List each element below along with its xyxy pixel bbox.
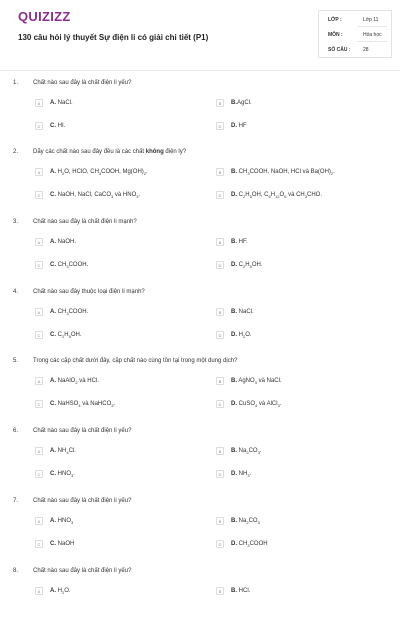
question-7 — [0, 498, 400, 568]
question-1 — [0, 80, 400, 150]
question-number: 2. — [13, 149, 19, 155]
option-letter-badge: D — [216, 122, 224, 130]
question-number: 8. — [13, 568, 19, 574]
option-text: A. NaCl. — [50, 100, 73, 106]
option-text: B. HCl. — [231, 588, 251, 594]
option-letter-badge: D — [216, 400, 224, 408]
question-text: Chất nào sau đây là chất điện li yếu? — [33, 498, 132, 504]
option-text: C. NaHSO$_4$ và NaHCO$_3$. — [50, 401, 116, 409]
info-box — [318, 10, 392, 58]
option-text: C. NaOH, NaCl, CaCO$_3$ và $HNO_3$. — [50, 192, 141, 200]
question-text: Dãy các chất nào sau đây đều là các chất không điện ly? — [33, 149, 187, 155]
option-text: A. $H_2O$, HClO, $CH_3COOH$, $Mg(OH)_2$. — [50, 169, 148, 177]
info-row-class — [319, 13, 391, 27]
option-letter-badge: C — [35, 400, 43, 408]
option-text: B. AgNO$_3$ và NaCl. — [231, 378, 282, 386]
quizizz-logo[interactable]: QUIZIZZ — [18, 9, 71, 24]
option-text: B. NaCl. — [231, 309, 254, 315]
option-letter-badge: B — [216, 377, 224, 385]
option-letter-badge: A — [35, 238, 43, 246]
option-text: A. $CH_3COOH$. — [50, 309, 89, 317]
option-letter-badge: C — [35, 331, 43, 339]
option-letter-badge: C — [35, 470, 43, 478]
info-row-subject — [319, 28, 391, 42]
option-letter-badge: D — [216, 191, 224, 199]
option-text: C. NaOH — [50, 541, 75, 547]
option-letter-badge: D — [216, 540, 224, 548]
option-text: C. $HNO_3$. — [50, 471, 75, 479]
option-letter-badge: A — [35, 517, 43, 525]
option-text: A. NaOH. — [50, 239, 77, 245]
option-letter-badge: D — [216, 261, 224, 269]
info-row-count — [319, 43, 391, 57]
class-label: LỚP : — [328, 17, 342, 23]
option-text: B. $CH_3COOH$, NaOH, HCl và $Ba(OH)_2$. — [231, 169, 335, 177]
question-count-value: 28 — [363, 47, 369, 53]
question-text: Chất nào sau đây là chất điện li yếu? — [33, 80, 132, 86]
question-2 — [0, 149, 400, 219]
option-letter-badge: D — [216, 331, 224, 339]
header-divider — [0, 70, 400, 71]
question-5 — [0, 358, 400, 428]
option-letter-badge: B — [216, 308, 224, 316]
question-text: Chất nào sau đây là chất điện li yếu? — [33, 568, 132, 574]
question-text: Chất nào sau đây là chất điện li mạnh? — [33, 219, 137, 225]
option-text: B. HF. — [231, 239, 248, 245]
option-text: A. $H_2O$. — [50, 588, 71, 596]
option-text: D. HF — [231, 123, 247, 129]
question-8 — [0, 568, 400, 638]
option-text: B.AgCl. — [231, 100, 252, 106]
option-letter-badge: C — [35, 191, 43, 199]
class-value: Lớp 11 — [363, 17, 379, 23]
option-letter-badge: C — [35, 122, 43, 130]
option-letter-badge: A — [35, 99, 43, 107]
option-text: B. $Na_2CO_3$. — [231, 448, 262, 456]
option-text: A. $NH_4Cl$. — [50, 448, 76, 456]
question-number: 4. — [13, 289, 19, 295]
question-number: 5. — [13, 358, 19, 364]
option-letter-badge: B — [216, 238, 224, 246]
question-text: Trong các cặp chất dưới đây, cặp chất nào cùng tồn tại trong một dung dịch? — [33, 358, 238, 364]
question-count-label: SỐ CÂU : — [328, 47, 351, 53]
option-letter-badge: B — [216, 168, 224, 176]
option-letter-badge: B — [216, 517, 224, 525]
option-letter-badge: A — [35, 168, 43, 176]
option-text: C. $CH_3COOH$. — [50, 262, 89, 270]
question-number: 6. — [13, 428, 19, 434]
worksheet-title: 130 câu hỏi lý thuyết Sự điện li có giải chi tiết (P1) — [18, 33, 209, 42]
option-text: D. $H_2O$. — [231, 332, 252, 340]
question-number: 1. — [13, 80, 19, 86]
option-text: B. $Na_2CO_3$ — [231, 518, 260, 526]
option-letter-badge: C — [35, 261, 43, 269]
question-text: Chất nào sau đây là chất điện li yếu? — [33, 428, 132, 434]
option-letter-badge: B — [216, 587, 224, 595]
option-letter-badge: B — [216, 99, 224, 107]
option-text: D. $NH_3$. — [231, 471, 252, 479]
question-4 — [0, 289, 400, 359]
option-letter-badge: A — [35, 447, 43, 455]
option-letter-badge: B — [216, 447, 224, 455]
option-letter-badge: A — [35, 377, 43, 385]
option-letter-badge: A — [35, 587, 43, 595]
option-text: D. $CH_3COOH$ — [231, 541, 268, 549]
header — [0, 0, 400, 68]
option-text: D. CuSO$_4$ và AlCl$_3$. — [231, 401, 282, 409]
option-letter-badge: A — [35, 308, 43, 316]
option-letter-badge: D — [216, 470, 224, 478]
question-number: 7. — [13, 498, 19, 504]
question-6 — [0, 428, 400, 498]
question-text: Chất nào sau đây thuộc loại điện li mạnh? — [33, 289, 145, 295]
option-letter-badge: C — [35, 540, 43, 548]
option-text: D. $C_2H_5OH$, $C_6H_{12}O_6$ và $CH_3CHO$. — [231, 192, 322, 200]
option-text: D. $C_2H_5OH$. — [231, 262, 263, 270]
option-text: C. $C_2H_5OH$. — [50, 332, 82, 340]
question-number: 3. — [13, 219, 19, 225]
subject-label: MÔN : — [328, 32, 343, 38]
option-text: A. NaAlO$_2$ và HCl. — [50, 378, 99, 386]
option-text: A. $HNO_3$ — [50, 518, 74, 526]
question-3 — [0, 219, 400, 289]
option-text: C. HI. — [50, 123, 66, 129]
subject-value: Hóa học — [363, 32, 382, 38]
